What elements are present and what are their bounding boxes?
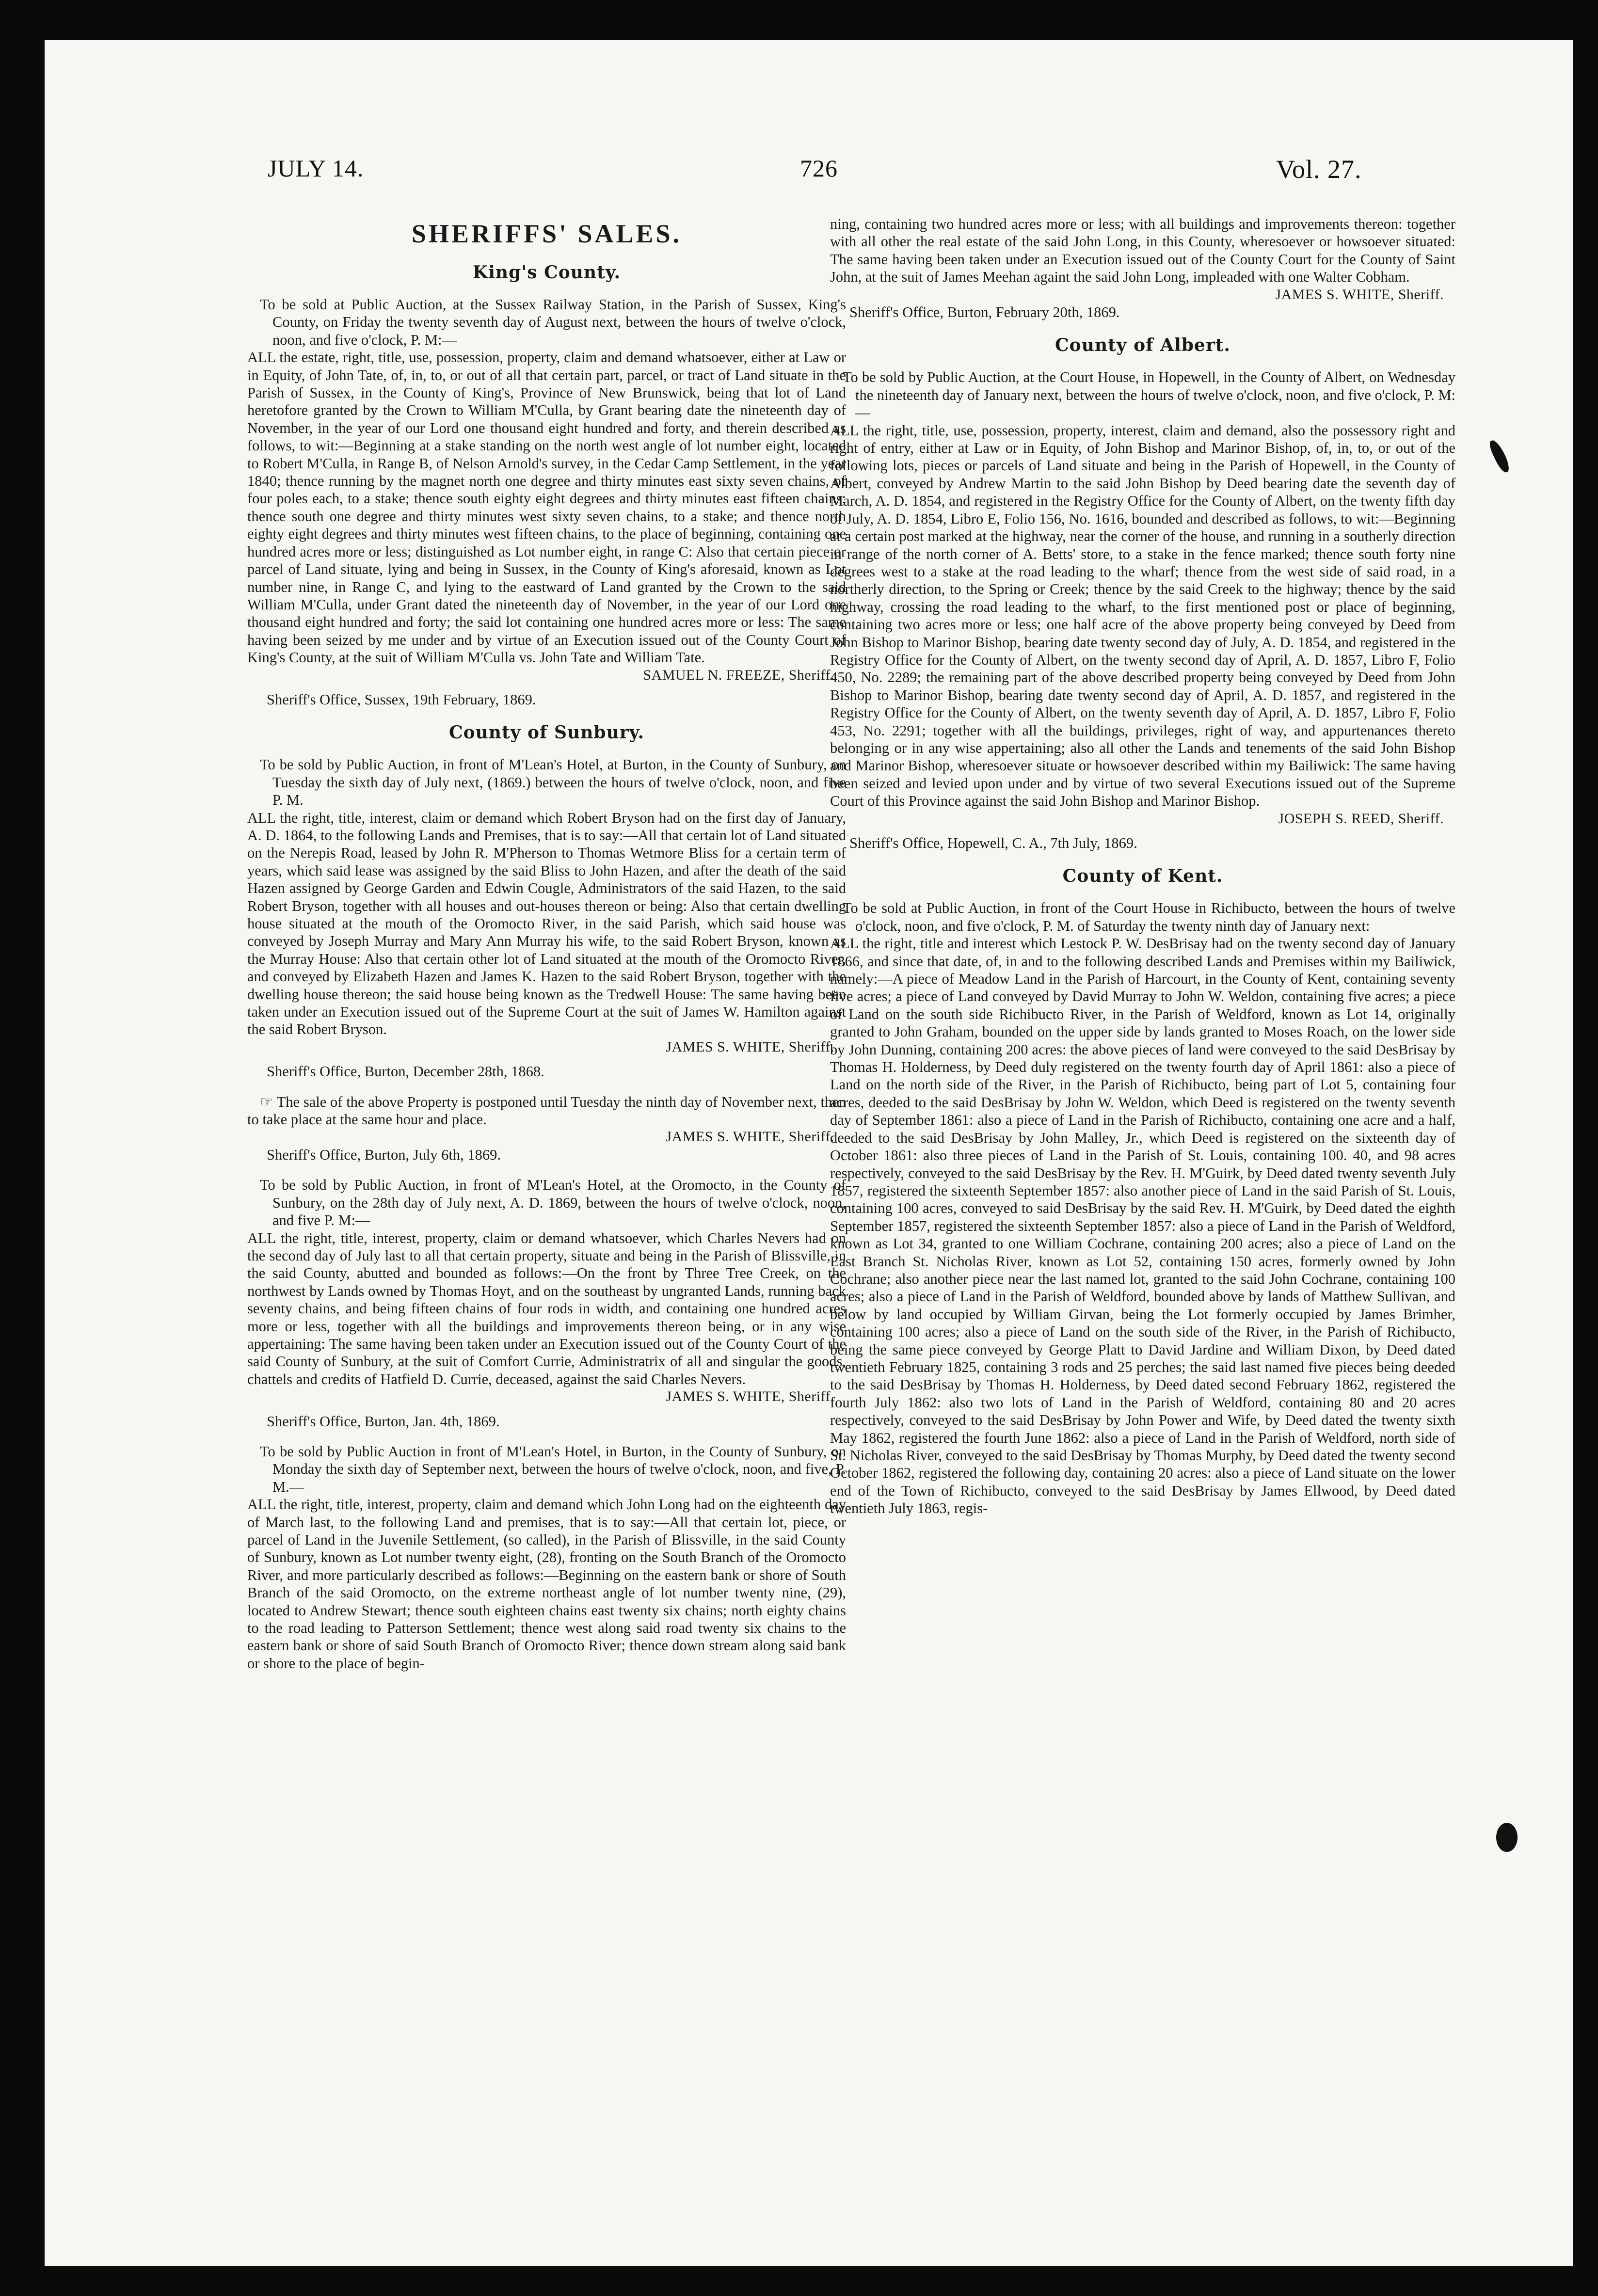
section-heading-kings-county: King's County. xyxy=(472,262,621,283)
section-heading-kent-county: County of Kent. xyxy=(1062,866,1223,887)
sale-intro: To be sold by Public Auction in front of M'Lean's Hotel, in Burton, in the County of Sunbury, on Monday the sixth day of September next, between the hours of twelve o'clock, noon, and five, P. M.— xyxy=(260,1443,846,1495)
sheriff-office-date: Sheriff's Office, Burton, Jan. 4th, 1869. xyxy=(267,1413,500,1430)
sale-body: ALL the estate, right, title, use, possession, property, claim and demand whatsoever, either at Law or in Equity, of John Tate, of, in, to, or out of all that certain part, parcel, or tract of Land situate in the Parish of Sussex, in the County of King's, Province of New Brunswick, being that lot of Land heretofore granted by the Crown to William M'Culla, by Grant bearing date the nineteenth day of November, in the year of our Lord one thousand eight hundred and forty, and therein described as follows, to wit:—Beginning at a stake standing on the north west angle of lot number eight, located to Robert M'Culla, in Range B, of Nelson Arnold's survey, in the Cedar Camp Settlement, in the year 1840; thence running by the magnet north one degree and thirty minutes east sixty seven chains, of four poles each, to a stake; thence south eighty eight degrees and thirty minutes east fifteen chains; thence south one degree and thirty minutes west sixty seven chains, to a stake; and thence north eighty eight degrees and thirty minutes west fifteen chains, to the place of beginning, containing one hundred acres more or less; distinguished as Lot number eight, in range C: Also that certain piece or parcel of Land situate, lying and being in Sussex, in the County of King's aforesaid, known as Lot number nine, in Range C, and lying to the eastward of Land granted by the Crown to the said William M'Culla, under Grant dated the nineteenth day of November, in the year of our Lord one thousand eight hundred and forty; the said lot containing one hundred acres more or less: The same having been seized by me under and by virtue of an Execution issued out of the County Court of King's County, at the suit of William M'Culla vs. John Tate and William Tate. xyxy=(247,349,846,666)
left-column xyxy=(247,219,846,1672)
sale-body: ALL the right, title and interest which Lestock P. W. DesBrisay had on the twenty second day of January 1866, and since that date, of, in and to the following described Lands and Premises within my Bailiwick, namely:—A piece of Meadow Land in the Parish of Harcourt, in the County of Kent, containing seventy five acres; a piece of Land conveyed by David Murray to John W. Weldon, containing five acres; a piece of Land on the south side Richibucto River, in the Parish of Weldford, known as Lot 14, originally granted to John Graham, bounded on the upper side by lands granted to Moses Roach, on the lower side by John Dunning, containing 200 acres: the above pieces of land were conveyed to the said DesBrisay by Thomas H. Holderness, by Deed duly registered on the twenty fourth day of April 1861: also a piece of Land on the north side of the River, in the Parish of Richibucto, being part of Lot 5, containing four acres, deeded to the said DesBrisay by John W. Weldon, which Deed is registered on the twenty seventh day of September 1861: also a piece of Land in the Parish of Richibucto, containing one acre and a half, deeded to the said DesBrisay by John Malley, Jr., which Deed is registered on the sixteenth day of October 1861: also three pieces of Land in the Parish of St. Louis, containing 100. 40, and 98 acres respectively, conveyed to the said DesBrisay by the Rev. H. M'Guirk, by Deed dated twenty seventh July 1857, registered the sixteenth September 1857: also another piece of Land in the said Parish of St. Louis, containing 100 acres, conveyed to said DesBrisay by the said Rev. H. M'Guirk, by Deed dated the eighth September 1857, registered the sixteenth September 1857: also a piece of Land in the Parish of Weldford, known as Lot 34, granted to one William Cochrane, containing 200 acres; also a piece of Land on the East Branch St. Nicholas River, known as Lot 52, containing 150 acres, formerly owned by John Cochrane; also another piece near the last named lot, granted to the said John Cochrane, containing 100 acres; also a piece of Land in the Parish of Weldford, bounded above by lands of Matthew Sullivan, and below by land occupied by William Girvan, being the Lot formerly occupied by James Brimher, containing 100 acres; also a piece of Land on the south side of the River, in the Parish of Richibucto, being the same piece conveyed by George Platt to David Jardine and William Dixon, by Deed dated twentieth February 1825, containing 3 rods and 25 perches; the said last named five pieces being deeded to the said DesBrisay by Thomas H. Holderness, by Deed dated second February 1862, registered the fourth July 1862: also two lots of Land in the Parish of Weldford, containing 80 and 20 acres respectively, conveyed to the said DesBrisay by John Power and Wife, by Deed dated the twenty sixth May 1862, registered the fourth June 1862: also a piece of Land in the Parish of Weldford, north side of St. Nicholas River, conveyed to the said DesBrisay by Thomas Murphy, by Deed dated the twenty second October 1862, registered the following day, containing 20 acres: also a piece of Land situate on the lower end of the Town of Richibucto, conveyed to the said DesBrisay by James Ellwood, by Deed dated twentieth July 1863, regis- xyxy=(830,935,1455,1517)
page-number: 726 xyxy=(800,155,838,182)
sheriff-signature: SAMUEL N. FREEZE, Sheriff. xyxy=(643,667,834,683)
sale-intro: To be sold at Public Auction, in front of the Court House in Richibucto, between the hours of twelve o'clock, noon, and five o'clock, P. M. of Saturday the twenty ninth day of January next: xyxy=(843,900,1455,934)
sale-body: ALL the right, title, use, possession, property, interest, claim and demand, also the possessory right and right of entry, either at Law or in Equity, of John Bishop and Marinor Bishop, of, in, to, or out of the following lots, pieces or parcels of Land situate and being in the Parish of Hopewell, in the County of Albert, conveyed by Andrew Martin to the said John Bishop by Deed bearing date the seventh day of March, A. D. 1854, and registered in the Registry Office for the County of Albert, on the twenty fifth day of July, A. D. 1854, Libro E, Folio 156, No. 1616, bounded and described as follows, to wit:—Beginning at a certain post marked at the highway, near the corner of the house, and running in a southerly direction in range of the north corner of A. Betts' store, to a stake in the fence marked; thence south forty nine degrees west to a stake at the road leading to the wharf; thence from the west side of said road, in a northerly direction, to the Spring or Creek; thence by the said Creek to the highway; thence by the said highway, crossing the road leading to the wharf, to the first mentioned post or place of beginning, containing two acres more or less; one half acre of the above property being conveyed by Deed from John Bishop to Marinor Bishop, bearing date twenty second day of July, A. D. 1854, and registered in the Registry Office for the County of Albert, on the twenty second day of April, A. D. 1857, Libro F, Folio 450, No. 2289; the remaining part of the above described property being conveyed by Deed from John Bishop to Marinor Bishop, bearing date twenty second day of April, A. D. 1857, and registered in the Registry Office for the County of Albert, on the twenty seventh day of April, A. D. 1857, Libro F, Folio 453, No. 2291; together with all the buildings, privileges, right of way, and appurtenances thereto belonging or in any wise appertaining; also all other the Lands and tenements of the said John Bishop and Marinor Bishop, wheresoever situate or howsoever described within my Bailiwick: The same having been seized and levied upon under and by virtue of two several Executions issued out of the Supreme Court of this Province against the said John Bishop and Marinor Bishop. xyxy=(830,422,1455,810)
page-date: JULY 14. xyxy=(268,155,364,182)
volume-label: Vol. 27. xyxy=(1276,155,1362,184)
sheriff-signature: JOSEPH S. REED, Sheriff. xyxy=(1278,810,1444,827)
sale-intro: To be sold by Public Auction, in front of M'Lean's Hotel, at Burton, in the County of Sunbury, on Tuesday the sixth day of July next, (1869.) between the hours of twelve o'clock, noon, and five P. M. xyxy=(260,756,846,809)
sale-body: ALL the right, title, interest, property, claim and demand which John Long had on the eighteenth day of March last, to the following Land and premises, that is to say:—All that certain lot, piece, or parcel of Land in the Juvenile Settlement, (so called), in the Parish of Blissville, in the said County of Sunbury, known as Lot number twenty eight, (28), fronting on the South Branch of the Oromocto River, and more particularly described as follows:—Beginning on the eastern bank or shore of South Branch of the said Oromocto, on the extreme northeast angle of lot number twenty nine, (29), located to Andrew Stewart; thence south eighteen chains east twenty six chains; north eighty chains to the road leading to Patterson Settlement; thence west along said road twenty six chains to the eastern bank or shore of said South Branch of Oromocto River; thence down stream along said bank or shore to the place of begin- xyxy=(247,1496,846,1672)
sale-body-continued: ning, containing two hundred acres more or less; with all buildings and improvements thereon: together with all other the real estate of the said John Long, in this County, wheresoever or howsoever situated: The same having been taken under an Execution issued out of the County Court for the County of Saint John, at the suit of James Meehan againt the said John Long, impleaded with one Walter Cobham. xyxy=(830,216,1455,286)
sheriff-office-date: Sheriff's Office, Burton, February 20th, 1869. xyxy=(849,304,1120,321)
postponement-note: ☞ The sale of the above Property is postponed until Tuesday the ninth day of November next, then to take place at the same hour and place. xyxy=(247,1093,846,1128)
sale-body: ALL the right, title, interest, property, claim or demand whatsoever, which Charles Nevers had on the second day of July last to all that certain property, situate and being in the Parish of Blissville, in the said County, abutted and bounded as follows:—On the front by Three Tree Creek, on the northwest by Lands owned by Thomas Hoyt, and on the southeast by ungranted Lands, running back seventy chains, and being fifteen chains of four rods in width, and containing one hundred acres more or less, together with all the buildings and improvements thereon being, or in any wise appertaining: The same having been taken under an Execution issued out of the County Court of the said County of Sunbury, at the suit of Comfort Currie, Administratrix of all and singular the goods, chattels and credits of Hatfield D. Currie, deceased, against the said Charles Nevers. xyxy=(247,1229,846,1387)
sheriff-signature: JAMES S. WHITE, Sheriff. xyxy=(1275,286,1444,303)
sale-intro: To be sold by Public Auction, at the Court House, in Hopewell, in the County of Albert, on Wednesday the nineteenth day of January next, between the hours of twelve o'clock, noon, and five o'clock, P. M:— xyxy=(843,369,1455,421)
sheriff-office-date: Sheriff's Office, Burton, July 6th, 1869. xyxy=(267,1146,501,1163)
sheriff-signature: JAMES S. WHITE, Sheriff. xyxy=(666,1388,834,1405)
sheriff-signature: JAMES S. WHITE, Sheriff. xyxy=(666,1129,834,1145)
sheriff-office-date: Sheriff's Office, Hopewell, C. A., 7th July, 1869. xyxy=(849,835,1137,851)
sheriff-signature: JAMES S. WHITE, Sheriff. xyxy=(666,1038,834,1055)
sheriff-office-date: Sheriff's Office, Burton, December 28th, 1868. xyxy=(267,1063,544,1080)
sheriff-office-date: Sheriff's Office, Sussex, 19th February, 1869. xyxy=(267,691,536,708)
ink-blot-mark xyxy=(1496,1823,1518,1852)
sale-intro: To be sold by Public Auction, in front of M'Lean's Hotel, at the Oromocto, in the County of Sunbury, on the 28th day of July next, A. D. 1869, between the hours of twelve o'clock, noon, and five P. M:— xyxy=(260,1177,846,1229)
right-column xyxy=(830,215,1455,1517)
page-title: SHERIFFS' SALES. xyxy=(411,219,682,248)
sale-intro: To be sold at Public Auction, at the Sussex Railway Station, in the Parish of Sussex, King's County, on Friday the twenty seventh day of August next, between the hours of twelve o'clock, noon, and five o'clock, P. M:— xyxy=(260,296,846,348)
sale-body: ALL the right, title, interest, claim or demand which Robert Bryson had on the first day of January, A. D. 1864, to the following Lands and Premises, that is to say:—All that certain lot of Land situated on the Nerepis Road, leased by John R. M'Pherson to Thomas Wetmore Bliss for a certain term of years, which said lease was assigned by the said Bliss to John Hazen, and after the death of the said Hazen assigned by George Garden and Edwin Cougle, Administrators of the said Hazen, to the said Robert Bryson, together with all houses and out-houses thereon or being: Also that certain dwelling house situated at the mouth of the Oromocto River, in the said Parish, which said house was conveyed by Joseph Murray and Mary Ann Murray his wife, to the said Robert Bryson, known as the Murray House: Also that certain other lot of Land situated at the mouth of the Oromocto River, and conveyed by Elizabeth Hazen and James K. Hazen to the said Robert Bryson, together with the dwelling house thereon; the said house being known as the Tredwell House: The same having been taken under an Execution issued out of the Supreme Court at the suit of James W. Hamilton against the said Robert Bryson. xyxy=(247,809,846,1038)
section-heading-albert-county: County of Albert. xyxy=(1055,335,1230,356)
section-heading-sunbury-county: County of Sunbury. xyxy=(448,722,645,743)
